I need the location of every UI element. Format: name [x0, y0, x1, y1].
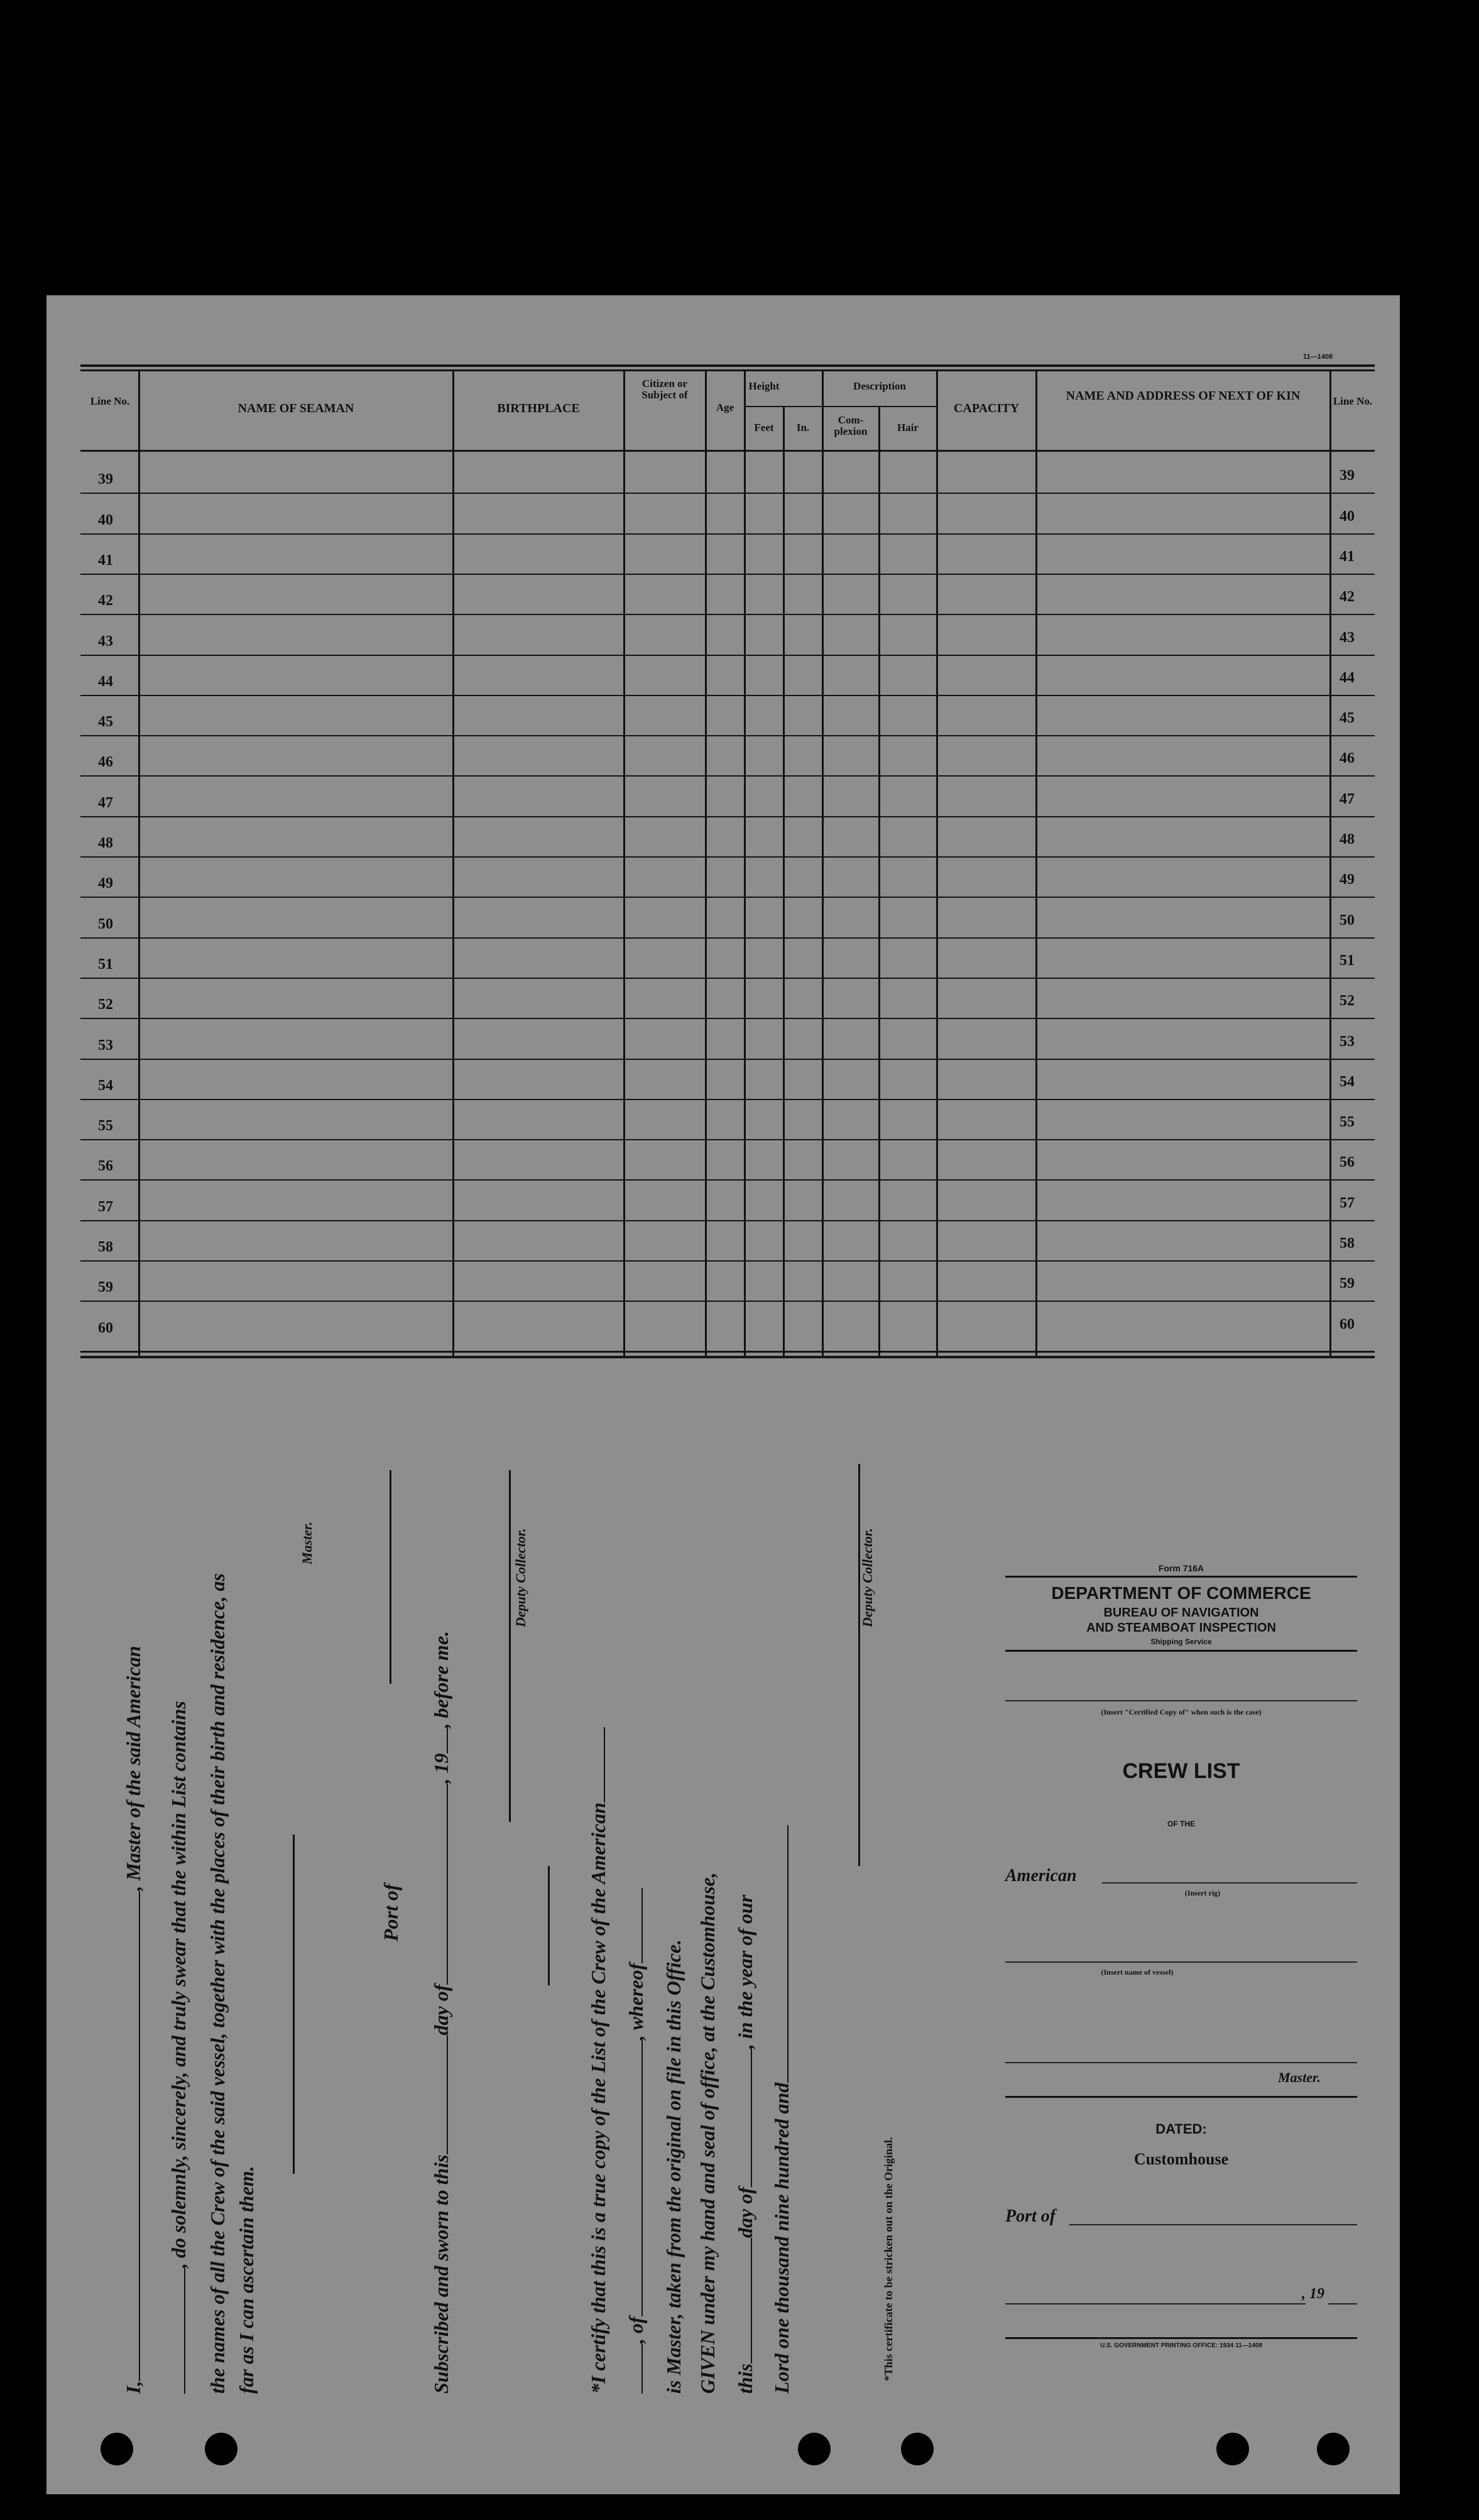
row-number-left: 50	[98, 915, 113, 932]
punch-hole	[1317, 2433, 1350, 2465]
row-number-left: 48	[98, 835, 113, 851]
certificate-line-2: , of, whereof	[625, 1888, 648, 2394]
row-number-left: 42	[98, 592, 113, 609]
row-number-left: 41	[98, 552, 113, 569]
row-number-left: 47	[98, 794, 113, 811]
row-number-left: 49	[98, 875, 113, 892]
cover-form-no: Form 716A	[1158, 1563, 1204, 1573]
table-row-rule	[80, 655, 1375, 656]
cover-insert-certified: (Insert "Certified Copy of" when such is the case)	[1101, 1708, 1262, 1716]
header-inches: In.	[796, 422, 810, 434]
row-number-left: 56	[98, 1158, 113, 1175]
crew-table	[80, 364, 1375, 1370]
header-line-no: Line No.	[90, 395, 130, 407]
row-number-right: 49	[1340, 871, 1355, 888]
row-number-right: 43	[1340, 629, 1355, 646]
row-number-left: 55	[98, 1118, 113, 1135]
row-number-left: 45	[98, 714, 113, 731]
row-number-right: 60	[1340, 1316, 1355, 1333]
deputy-collector-1: Deputy Collector.	[513, 1528, 528, 1627]
certificate-line-1: *I certify that this is a true copy of the List of the Crew of the American	[587, 1727, 610, 2394]
row-number-left: 58	[98, 1239, 113, 1255]
header-height: Height	[748, 380, 780, 392]
port-of-line	[390, 1470, 391, 1684]
certificate-footnote: *This certificate to be stricken out on the Original.	[882, 2137, 895, 2381]
row-number-right: 39	[1340, 467, 1355, 484]
oath-line-4: far as I can ascertain them.	[235, 2166, 258, 2394]
row-number-left: 39	[98, 471, 113, 488]
row-number-right: 48	[1340, 831, 1355, 848]
cover-crew-list: CREW LIST	[1122, 1759, 1240, 1783]
header-hair: Hair	[897, 422, 919, 434]
cover-american: American	[1005, 1866, 1077, 1885]
header-line-no-right: Line No.	[1333, 395, 1373, 407]
punch-hole	[205, 2433, 237, 2465]
table-row-rule	[80, 937, 1375, 939]
table-row-rule	[80, 1139, 1375, 1140]
table-row-rule	[80, 1099, 1375, 1100]
row-number-right: 55	[1340, 1114, 1355, 1131]
cover-customhouse: Customhouse	[1133, 2150, 1229, 2168]
header-description: Description	[853, 380, 907, 392]
row-number-right: 57	[1340, 1194, 1355, 1211]
row-number-right: 52	[1340, 993, 1355, 1010]
subscribed-line: Subscribed and sworn to thisday of, 19, before me.	[430, 1630, 452, 2394]
row-number-right: 45	[1340, 710, 1355, 727]
row-number-right: 51	[1340, 952, 1355, 969]
header-feet: Feet	[754, 422, 774, 434]
row-number-right: 50	[1340, 912, 1355, 929]
deputy-collector-line-2	[858, 1464, 860, 1866]
master-signature-line	[293, 1835, 295, 2174]
row-number-left: 57	[98, 1198, 113, 1215]
table-row-rule	[80, 574, 1375, 575]
table-row-rule	[80, 775, 1375, 777]
row-number-right: 44	[1340, 669, 1355, 686]
oath-line-1: I,, Master of the said American	[122, 1645, 145, 2394]
row-number-right: 58	[1340, 1235, 1355, 1252]
cover-printing-office: U.S. GOVERNMENT PRINTING OFFICE: 1934 11—1408	[1100, 2342, 1262, 2349]
header-next-of-kin: NAME AND ADDRESS OF NEXT OF KIN	[1066, 389, 1301, 403]
row-number-left: 46	[98, 754, 113, 771]
table-row-rule	[80, 1301, 1375, 1302]
crew-list-document	[46, 295, 1400, 2494]
table-row-rule	[80, 533, 1375, 535]
certificate-line-6: Lord one thousand nine hundred and	[770, 1825, 794, 2394]
row-number-right: 42	[1340, 589, 1355, 606]
table-row-rule	[80, 897, 1375, 898]
table-row-rule	[80, 1018, 1375, 1019]
header-citizen: Citizen or Subject of	[641, 378, 688, 401]
punch-hole	[901, 2433, 934, 2465]
row-number-left: 54	[98, 1077, 113, 1094]
row-number-right: 59	[1340, 1275, 1355, 1292]
table-row-rule	[80, 695, 1375, 696]
row-number-right: 40	[1340, 508, 1355, 525]
short-rule	[548, 1866, 550, 1985]
punch-hole	[798, 2433, 831, 2465]
certificate-line-5: thisday of, in the year of our	[734, 1894, 756, 2394]
table-row-rule	[80, 816, 1375, 817]
row-number-right: 47	[1340, 790, 1355, 807]
cover-department: DEPARTMENT OF COMMERCE	[1051, 1583, 1311, 1603]
table-row-rule	[80, 735, 1375, 736]
row-number-left: 51	[98, 956, 113, 973]
master-label: Master.	[299, 1522, 315, 1564]
row-number-left: 44	[98, 673, 113, 690]
table-row-rule	[80, 1220, 1375, 1221]
deputy-collector-line-1	[509, 1470, 511, 1822]
table-row-rule	[80, 614, 1375, 615]
oath-line-3: the names of all the Crew of the said vessel, together with the places of their birth and residence, as	[206, 1573, 229, 2394]
certificate-line-4: GIVEN under my hand and seal of office, at the Customhouse,	[696, 1872, 719, 2394]
table-row-rule	[80, 1179, 1375, 1181]
row-number-left: 60	[98, 1319, 113, 1336]
row-number-right: 54	[1340, 1073, 1355, 1090]
table-row-rule	[80, 1260, 1375, 1262]
cover-dated: DATED:	[1155, 2121, 1207, 2137]
header-birthplace: BIRTHPLACE	[497, 401, 580, 415]
punch-hole	[1216, 2433, 1249, 2465]
cover-master: Master.	[1278, 2070, 1321, 2085]
header-capacity: CAPACITY	[953, 401, 1020, 415]
row-number-left: 59	[98, 1279, 113, 1296]
header-name-of-seaman: NAME OF SEAMAN	[237, 401, 354, 415]
cover-bureau-1: BUREAU OF NAVIGATION	[1103, 1606, 1259, 1620]
cover-nineteen: , 19	[1302, 2286, 1324, 2302]
cover-bureau-2: AND STEAMBOAT INSPECTION	[1086, 1621, 1276, 1635]
table-row-rule	[80, 493, 1375, 494]
form-number-top: 11—1408	[1303, 353, 1333, 361]
row-number-left: 43	[98, 633, 113, 650]
row-number-right: 53	[1340, 1033, 1355, 1050]
deputy-collector-2: Deputy Collector.	[860, 1528, 875, 1627]
punch-hole	[101, 2433, 133, 2465]
row-number-right: 56	[1340, 1154, 1355, 1171]
cover-port-of: Port of	[1005, 2206, 1056, 2226]
header-age: Age	[716, 401, 734, 413]
table-row-rule	[80, 1059, 1375, 1060]
row-number-left: 53	[98, 1037, 113, 1054]
certificate-line-3: is Master, taken from the original on file in this Office.	[662, 1939, 685, 2394]
row-number-left: 40	[98, 511, 113, 528]
oath-line-2: , do solemnly, sincerely, and truly swear that the within List contains	[167, 1701, 190, 2394]
cover-of-the: OF THE	[1167, 1819, 1195, 1828]
row-number-left: 52	[98, 996, 113, 1013]
cover-insert-rig: (Insert rig)	[1184, 1889, 1221, 1897]
table-row-rule	[80, 856, 1375, 858]
port-of-label: Port of	[379, 1884, 402, 1941]
cover-insert-vessel: (Insert name of vessel)	[1101, 1968, 1174, 1977]
row-number-right: 46	[1340, 750, 1355, 767]
row-number-right: 41	[1340, 548, 1355, 565]
header-complexion: Com- plexion	[834, 414, 868, 437]
table-row-rule	[80, 978, 1375, 979]
cover-shipping-service: Shipping Service	[1150, 1637, 1212, 1646]
